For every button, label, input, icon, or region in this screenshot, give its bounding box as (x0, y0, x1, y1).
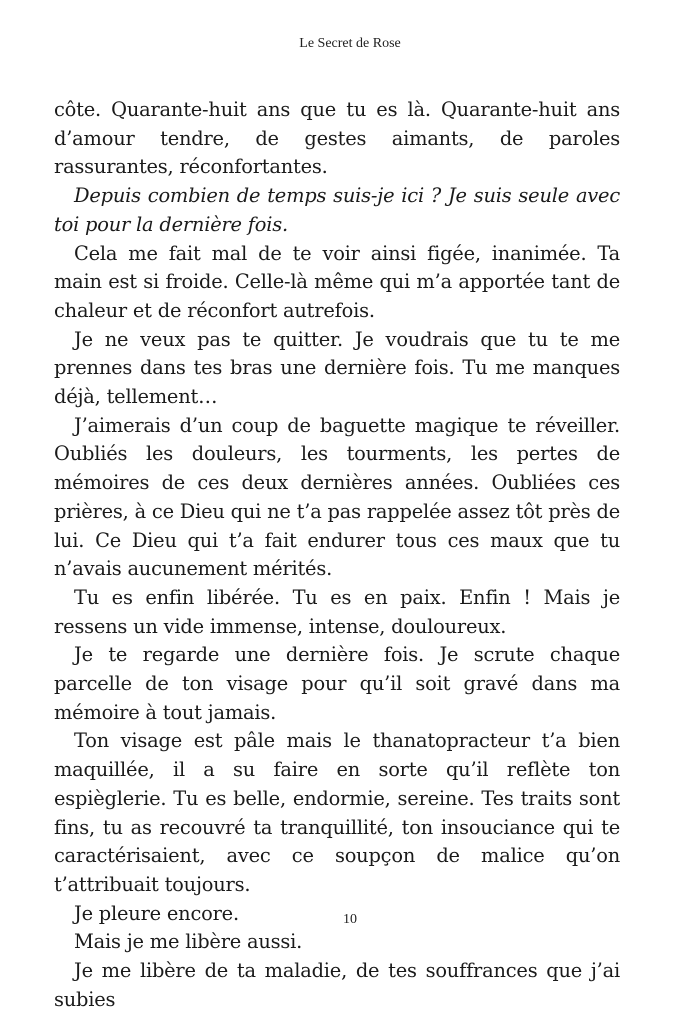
paragraph-4: Je ne veux pas te quitter. Je voudrais que tu te me prennes dans tes bras une dernière fois. Tu me manques déjà, tellement… (54, 327, 620, 409)
paragraph-7: Je te regarde une dernière fois. Je scrute chaque parcelle de ton visage pour qu’il soit gravé dans ma mémoire à tout jamais. (54, 643, 620, 724)
paragraph-9: Je pleure encore. (74, 901, 239, 925)
paragraph-11: Je me libère de ta maladie, de tes souffrances que j’ai subies (54, 959, 620, 1011)
paragraph-10: Mais je me libère aussi. (74, 930, 303, 954)
running-header-title: Le Secret de Rose (299, 36, 401, 51)
page-number: 10 (343, 912, 357, 927)
paragraph-8: Ton visage est pâle mais le thanatopracteur t’a bien maquillée, il a su faire en sorte qu’il reflète ton espièglerie. Tu es belle, endormie, sereine. Tes traits sont fins, tu as recouvré ta tranquillité, ton insouciance qui te caractérisaient, avec ce soupçon de malice qu’on t’attribuait toujours. (54, 729, 620, 896)
paragraph-5: J’aimerais d’un coup de baguette magique te réveiller. Oubliés les douleurs, les tourments, les pertes de mémoires de ces deux dernières années. Oubliées ces prières, à ce Dieu qui ne t’a pas rappelée assez tôt près de lui. Ce Dieu qui t’a fait endurer tous ces maux que tu n’avais aucunement mérités. (54, 413, 620, 581)
paragraph-6: Tu es enfin libérée. Tu es en paix. Enfin ! Mais je ressens un vide immense, intense, douloureux. (54, 585, 620, 638)
paragraph-2-italic: Depuis combien de temps suis-je ici ? Je suis seule avec toi pour la dernière fois. (54, 184, 620, 236)
body-text (54, 96, 620, 1015)
paragraph-3: Cela me fait mal de te voir ainsi figée, inanimée. Ta main est si froide. Celle-là même qui m’a apportée tant de chaleur et de réconfort autrefois. (54, 241, 620, 322)
paragraph-1: côte. Quarante-huit ans que tu es là. Quarante-huit ans d’amour tendre, de gestes aimants, de paroles rassurantes, réconfortantes. (54, 98, 620, 179)
